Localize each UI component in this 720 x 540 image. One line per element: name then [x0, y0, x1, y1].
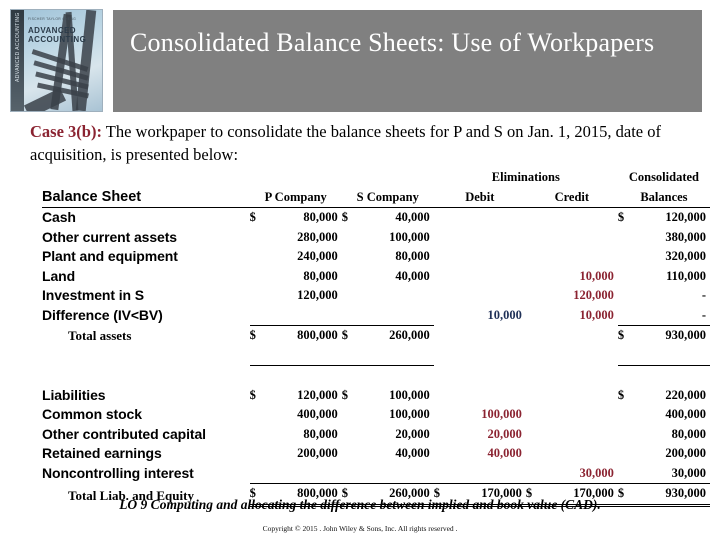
- s-value: 100,000: [389, 229, 430, 244]
- p-value: 80,000: [303, 210, 338, 224]
- s-value: 100,000: [389, 407, 430, 421]
- p-value: 280,000: [297, 229, 338, 244]
- balance-currency: [618, 425, 631, 445]
- debit-value: [447, 247, 526, 267]
- row-label: Plant and equipment: [42, 248, 178, 264]
- balance-value: 930,000: [631, 484, 710, 506]
- table-total-row-assets: [42, 326, 710, 346]
- debit-value: 100,000: [481, 407, 522, 421]
- debit-currency: [434, 267, 447, 287]
- row-label: Other current assets: [42, 228, 177, 245]
- balance-value: -: [701, 288, 706, 302]
- spacer-cell: [539, 346, 618, 366]
- s-value: 40,000: [395, 446, 430, 460]
- debit-value: [447, 208, 526, 228]
- p-value: 400,000: [297, 407, 338, 421]
- debit-value: [447, 228, 526, 248]
- credit-value: 10,000: [579, 308, 614, 322]
- copyright-notice: Copyright © 2015 . John Wiley & Sons, Inc. All rights reserved .: [262, 524, 458, 533]
- spacer-cell: [250, 168, 342, 188]
- s-currency: [342, 405, 355, 425]
- row-label: Cash: [42, 209, 76, 225]
- debit-currency: [434, 208, 447, 228]
- balance-value: 380,000: [665, 229, 706, 244]
- case-text: The workpaper to consolidate the balance sheets for P and S on Jan. 1, 2015, date of acquisition, is presented below:: [30, 122, 661, 164]
- credit-value: 30,000: [539, 464, 618, 484]
- table-row: [42, 267, 710, 287]
- p-value: 240,000: [297, 249, 338, 263]
- p-value: 80,000: [303, 268, 338, 283]
- credit-value: 10,000: [579, 268, 614, 283]
- p-currency: [250, 247, 263, 267]
- s-currency: [342, 464, 355, 484]
- p-currency: [250, 425, 263, 445]
- group-header-eliminations: Eliminations: [491, 170, 560, 184]
- credit-currency: [526, 208, 539, 228]
- book-cover-publisher: FISCHER TAYLOR CHENG: [28, 17, 77, 21]
- balance-currency: $: [617, 328, 625, 342]
- s-currency: [342, 425, 355, 445]
- p-currency: [250, 306, 263, 326]
- debit-currency: [434, 306, 447, 326]
- row-label: Noncontrolling interest: [42, 465, 194, 481]
- slide-header-banner: [113, 10, 702, 112]
- s-value: 260,000: [389, 328, 430, 342]
- debit-value: [447, 464, 526, 484]
- credit-currency: [526, 386, 539, 406]
- balance-currency: [618, 228, 631, 248]
- spacer-cell: [263, 346, 342, 366]
- row-label: Liabilities: [42, 386, 106, 403]
- page-title: Consolidated Balance Sheets: Use of Workpapers: [130, 28, 655, 57]
- spacer-cell: [42, 366, 710, 386]
- book-cover-image: [10, 9, 103, 112]
- spacer-cell: [42, 168, 250, 188]
- debit-currency: [434, 286, 447, 306]
- table-row: [42, 386, 710, 406]
- balance-currency: [618, 405, 631, 425]
- row-label: Total assets: [68, 328, 132, 343]
- credit-currency: [526, 228, 539, 248]
- credit-currency: [526, 464, 539, 484]
- column-header-credit: Credit: [526, 188, 618, 208]
- spacer-cell: [447, 346, 526, 366]
- debit-currency: [434, 464, 447, 484]
- credit-value: 120,000: [573, 288, 614, 302]
- table-row: [42, 228, 710, 248]
- spacer-cell: [631, 346, 710, 366]
- column-header-balance-sheet: Balance Sheet: [42, 188, 250, 208]
- spacer-cell: [355, 346, 434, 366]
- spacer-cell: [250, 346, 263, 366]
- table-row: [42, 405, 710, 425]
- table-rule-row: [42, 346, 710, 366]
- row-label: Retained earnings: [42, 445, 162, 461]
- s-currency: [342, 286, 355, 306]
- s-currency: $: [341, 328, 348, 342]
- balance-currency: [618, 247, 631, 267]
- case-description: [30, 120, 690, 166]
- book-cover-title-line2: ACCOUNTING: [28, 35, 87, 44]
- s-currency: [342, 444, 355, 464]
- debit-value: [447, 386, 526, 406]
- debit-currency: [434, 425, 447, 445]
- table-row: [42, 444, 710, 464]
- credit-currency: [526, 306, 539, 326]
- s-currency: [342, 247, 355, 267]
- s-currency: [342, 306, 355, 326]
- balance-value: 30,000: [631, 464, 710, 484]
- group-header-consolidated: Consolidated: [628, 170, 699, 184]
- balance-value: 120,000: [665, 210, 706, 224]
- debit-currency: $: [434, 484, 447, 506]
- credit-currency: [526, 326, 539, 346]
- credit-currency: [526, 425, 539, 445]
- debit-value: 40,000: [487, 446, 522, 460]
- s-value: 40,000: [395, 210, 430, 224]
- debit-currency: [434, 405, 447, 425]
- s-currency: [342, 267, 355, 287]
- p-value: [263, 306, 342, 326]
- p-value: 120,000: [297, 288, 338, 302]
- book-spine-text: ADVANCED ACCOUNTING: [15, 12, 21, 82]
- balance-value: 400,000: [665, 407, 706, 421]
- book-cover-title-line1: ADVANCED: [28, 26, 76, 35]
- row-label: Investment in S: [42, 287, 144, 303]
- credit-currency: [526, 444, 539, 464]
- balance-value: 320,000: [665, 249, 706, 263]
- row-label: Total Liab. and Equity: [68, 487, 194, 503]
- balance-currency: $: [617, 387, 625, 402]
- balance-value: 930,000: [665, 328, 706, 342]
- p-currency: $: [250, 484, 263, 506]
- table-group-header-row: [42, 168, 710, 188]
- s-value: 80,000: [395, 249, 430, 263]
- s-value: 100,000: [389, 387, 430, 402]
- p-currency: $: [249, 210, 256, 224]
- balance-currency: [618, 286, 631, 306]
- credit-value: [539, 228, 618, 248]
- balance-currency: [618, 267, 631, 287]
- debit-value: [447, 286, 526, 306]
- s-value: [355, 464, 434, 484]
- column-header-s-company: S Company: [342, 188, 434, 208]
- balance-value: 110,000: [666, 268, 706, 283]
- balance-currency: $: [618, 484, 631, 506]
- debit-currency: [434, 326, 447, 346]
- s-currency: [342, 228, 355, 248]
- column-header-debit: Debit: [434, 188, 526, 208]
- debit-value: 20,000: [487, 426, 522, 441]
- row-label: Difference (IV<BV): [42, 307, 163, 323]
- table-column-header-row: [42, 188, 710, 208]
- column-header-p-company: P Company: [250, 188, 342, 208]
- p-currency: [250, 228, 263, 248]
- table-spacer-row: [42, 366, 710, 386]
- spacer-cell: [618, 346, 631, 366]
- p-value: 200,000: [297, 446, 338, 460]
- balance-value: 80,000: [671, 426, 706, 441]
- credit-value: [539, 208, 618, 228]
- debit-currency: [434, 228, 447, 248]
- debit-value: 10,000: [487, 308, 522, 322]
- credit-currency: [526, 405, 539, 425]
- credit-value: [539, 425, 618, 445]
- credit-value: [539, 386, 618, 406]
- table-row: [42, 247, 710, 267]
- p-currency: [250, 464, 263, 484]
- table-row: [42, 306, 710, 326]
- balance-currency: [618, 306, 631, 326]
- debit-value: 170,000: [447, 484, 526, 506]
- row-label: Land: [42, 267, 76, 284]
- spacer-cell: [526, 346, 539, 366]
- p-currency: [250, 444, 263, 464]
- credit-value: [539, 444, 618, 464]
- credit-currency: [526, 286, 539, 306]
- credit-currency: [526, 247, 539, 267]
- debit-currency: [434, 444, 447, 464]
- credit-currency: $: [526, 484, 539, 506]
- p-currency: $: [249, 328, 256, 342]
- s-currency: $: [341, 387, 348, 402]
- spacer-cell: [434, 346, 447, 366]
- s-value: [355, 286, 434, 306]
- p-value: 120,000: [297, 387, 338, 402]
- spacer-cell: [42, 346, 250, 366]
- table-row: [42, 464, 710, 484]
- s-currency: $: [342, 484, 355, 506]
- credit-currency: [526, 267, 539, 287]
- row-label: Other contributed capital: [42, 425, 206, 442]
- credit-value: [539, 247, 618, 267]
- s-value: [355, 306, 434, 326]
- balance-currency: [618, 444, 631, 464]
- row-label: Common stock: [42, 406, 142, 422]
- s-value: 40,000: [395, 268, 430, 283]
- balance-value: 200,000: [665, 446, 706, 460]
- spacer-cell: [342, 346, 355, 366]
- case-label: Case 3(b):: [30, 122, 102, 141]
- p-currency: $: [249, 387, 256, 402]
- table-row: [42, 208, 710, 228]
- book-cover-title: [28, 26, 86, 44]
- balance-value: -: [631, 306, 710, 326]
- s-currency: $: [341, 210, 348, 224]
- table-row: [42, 425, 710, 445]
- debit-value: [447, 267, 526, 287]
- p-value: 800,000: [297, 328, 338, 342]
- p-value: 800,000: [263, 484, 342, 506]
- balance-currency: [618, 464, 631, 484]
- spacer-cell: [342, 168, 434, 188]
- s-value: 20,000: [395, 426, 430, 441]
- credit-value: [539, 405, 618, 425]
- learning-objective-line: LO 9 Computing and allocating the difference between implied and book value (CAD).: [119, 497, 601, 512]
- p-currency: [250, 405, 263, 425]
- balance-currency: $: [617, 210, 625, 224]
- s-value: 260,000: [355, 484, 434, 506]
- p-currency: [250, 286, 263, 306]
- balance-value: 220,000: [665, 387, 706, 402]
- table-row: [42, 286, 710, 306]
- credit-value: [539, 326, 618, 346]
- p-value: [263, 464, 342, 484]
- debit-value: [447, 326, 526, 346]
- consolidation-workpaper-table: [42, 168, 710, 507]
- column-header-balances: Balances: [618, 188, 710, 208]
- debit-currency: [434, 386, 447, 406]
- p-value: 80,000: [303, 426, 338, 441]
- credit-value: 170,000: [539, 484, 618, 506]
- debit-currency: [434, 247, 447, 267]
- p-currency: [250, 267, 263, 287]
